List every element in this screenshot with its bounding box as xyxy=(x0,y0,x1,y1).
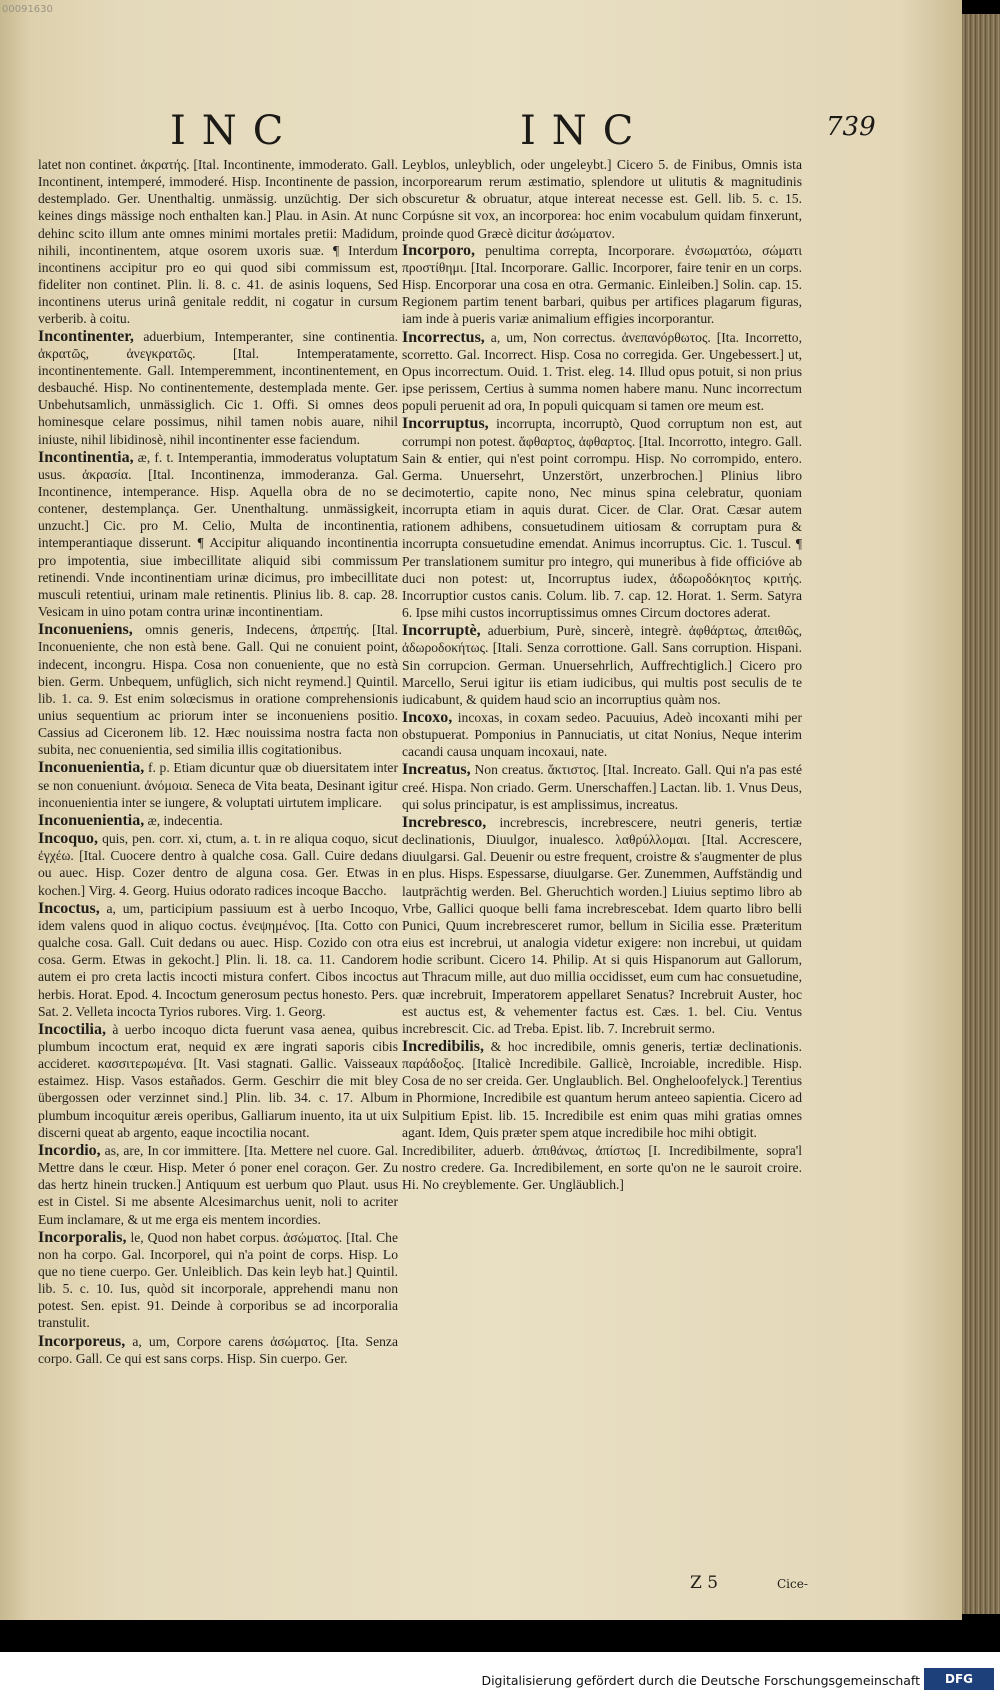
entry-text: aduerbium, Purè, sincerè, integrè. ἀφθάρτως, ἀπειθῶς, ἀδωροδοκήτως. [Itali. Senza corrottione. Gall. Sans corruption. Hispani. Sin corrupcion. German. Unuersehrlich, Auffrechtiglich.] Cicero pro Marcello, Serui igitur iis etiam iudicibus, qui multis post seculis de te iudicabunt, & quidem haud scio an incorruptius quàm nos. xyxy=(402,623,802,707)
dictionary-entry xyxy=(402,242,802,328)
dictionary-entry xyxy=(402,1142,802,1193)
right-column xyxy=(402,156,802,1193)
dictionary-entry xyxy=(38,1229,398,1332)
entry-text: le, Quod non habet corpus. ἀσώματος. [Ital. Che non ha corpo. Gal. Incorporel, qui n'a point de corps. Hisp. Lo que no tiene cuerpo. Ger. Unleiblich. Das kein leyb hat.] Quintil. lib. 5. c. 10. Ius, quòd sit incorporale, apprehendi manu non potest. Sen. epist. 91. Deinde à corporibus se ad incorporalia transtulit. xyxy=(38,1229,398,1331)
entry-headword: Incorporalis, xyxy=(38,1228,127,1246)
entry-text: Non creatus. ἄκτιστος. [Ital. Increato. Gall. Qui n'a pas esté creé. Hispa. Non criado. Germ. Unerschaffen.] Lactan. lib. 1. Vnus Deus, qui solus principatur, is est amplissimus, increatus. xyxy=(402,762,802,812)
entry-headword: Inconuenientia, xyxy=(38,811,145,829)
entry-text: aduerbium, Intemperanter, sine continentia. ἀκρατῶς, ἀνεγκρατῶς. [Ital. Intemperatamente, incontinentemente. Gall. Intemperemment, incontinentement, en desbauché. Hisp. No continentemente, destemplada mente. Ger. Unbehutsamlich, unmässiglich. Cic 1. Offi. Si omnes deos hominesque celare possimus, nihil tamen nobis auare, nihil iniuste, nihil libidinosè, nihil incontinenter esse faciendum. xyxy=(38,328,398,447)
dfg-logo: DFG xyxy=(924,1668,994,1690)
signature-mark: Z 5 xyxy=(690,1573,719,1593)
entry-text: & hoc incredibile, omnis generis, tertiæ declinationis. παράδοξος. [Italicè Incredibile. Gallicè, Incroiable, incredible. Hisp. Cosa de no ser creida. Ger. Unglaublich. Bel. Ongheloofelyck.] Terentius in Phormione, Incredibile est quantum herum anteeo sapientia. Cicero ad Sulpitium Epist. lib. 15. Incredibile est enim quas mihi gratias omnes agant. Idem, Quis præter spem atque incredibile hoc mihi obtigit. xyxy=(402,1038,802,1140)
dictionary-entry xyxy=(402,415,802,621)
entry-headword: Incoctus, xyxy=(38,899,100,917)
running-head-left: INC xyxy=(170,108,300,154)
entry-text: a, um, participium passiuum est à uerbo Incoquo, idem valens quod in aliquo coctus. ἐνεψημένος. [Ita. Cotto con qualche cosa. Gall. Cuit dedans ou auec. Hisp. Cozido con otra cosa. Germ. Etwas in gekocht.] Plin. li. 18. ca. 11. Candorem autem ei pro creta lactis incocti mistura confert. Cibos incoctus herbis. Horat. Epod. 4. Incoctum generosum pectus honesto. Pers. Sat. 2. Velleta incocta Tyrios rubores. Virg. 1. Georg. xyxy=(38,900,398,1019)
dictionary-entry xyxy=(402,329,802,415)
dictionary-entry xyxy=(38,900,398,1020)
page-edges xyxy=(962,14,1000,1614)
entry-text: increbrescis, increbrescere, neutri generis, tertiæ declinationis, Diuulgor, inualesco. λαθρύλλομαι. [Ital. Accrescere, diuulgarsi. Gal. Deuenir ou estre frequent, croistre & s'augmenter de plus en plus. Hisps. Espessarse, diuulgarse. Ger. Zunemmen, Auffständig und lautprächtig werden. Bel. Gheruchtich worden.] Liuius septimo libro ab Vrbe, Gallici quoque belli fama increbrescebat. Idem quarto libro belli Punici, Quum increbresceret rumor, bellum in Sicilia esse. Præteritum eius est increbrui, ut analogia videtur exigere: non increbui, ut quidam hodie scribunt. Cicero 14. Philip. At si quis Hispanorum aut Gallorum, aut Thracum mille, aut duo millia occidisset, eum cum hac consuetudine, quæ increbruit, Imperatorem appellaret Senatus? Increbruit Auster, hoc est auctus est, & vehementer factus est. Cæs. 1. bel. Ciu. Ventus increbrescit. Cic. ad Treba. Epist. lib. 7. Increbruit sermo. xyxy=(402,814,802,1036)
dictionary-entry xyxy=(38,1333,398,1367)
entry-text: æ, indecentia. xyxy=(144,812,223,828)
library-id: 00091630 xyxy=(2,4,53,15)
entry-headword: Increbresco, xyxy=(402,813,487,831)
dictionary-entry xyxy=(38,830,398,899)
entry-headword: Incorrectus, xyxy=(402,328,485,346)
page-number: 739 xyxy=(826,112,876,142)
entry-headword: Inconueniens, xyxy=(38,621,133,639)
entry-text: penultima correpta, Incorporare. ἐνσωματόω, σώματι προστίθημι. [Ital. Incorporare. Gallic. Incorporer, faire tenir en un corps. Hisp. Encorporar una cosa en otra. Germanic. Einleiben.] Solin. cap. 15. Regionem partim tenent barbari, quibus per artifices plagarum figuras, iam inde à pueris variæ animalium effigies incorporantur. xyxy=(402,242,802,327)
dictionary-entry xyxy=(402,814,802,1037)
dictionary-entry xyxy=(402,709,802,760)
entry-headword: Incoctilia, xyxy=(38,1020,106,1038)
entry-text: quis, pen. corr. xi, ctum, a. t. in re aliqua coquo, sicut ἐγχέω. [Ital. Cuocere dentro à qualche cosa. Gall. Cuire dedans ou auec. Hisp. Cozer dentro de alguna cosa. Ger. Etwas in kochen.] Virg. 4. Georg. Huius odorato radices incoque Baccho. xyxy=(38,831,398,898)
dictionary-entry xyxy=(38,1021,398,1141)
entry-headword: Incordio, xyxy=(38,1141,101,1159)
entry-text: incorrupta, incorruptò, Quod corruptum non est, aut corrumpi non potest. ἄφθαρτος, ἀφθαρτος. [Ital. Incorrotto, integro. Gall. Sain & entier, qui n'est point corrompu. Hisp. No corrompido, entero. Germa. Unuersehrt, Unzerstört, unzerbrochen.] Plinius libro decimotertio, capite nono, Nec minus spina celebratur, quoniam incorrupta etiam in aquis durat. Cicer. de Clar. Orat. Cæsar autem rationem adhibens, consuetudinem uitiosam & corruptam pura & incorrupta consuetudine emendat. Animus incorruptus. Cic. 1. Tuscul. ¶ Per translationem sumitur pro integro, qui muneribus à fide officióve ab duci non potest: ut, Incorruptus iudex, ἀδωροδόκητος κριτής. Incorruptior custos canis. Colum. lib. 7. cap. 12. Horat. 1. Serm. Satyra 6. Ipse mihi custos incorruptissimus omnes Circum doctores aderat. xyxy=(402,416,802,621)
running-head-right: INC xyxy=(520,108,650,154)
entry-text: as, are, In cor immittere. [Ita. Mettere nel cuore. Gal. Mettre dans le cœur. Hisp. Meter ó poner enel coraçon. Ger. Zu das hertz hinein trucken.] Antiquum est uerbum quo Plaut. usus est in Cistel. Si me absente Alcesimarchus uenit, noli to acriter Eum inclamare, & ut me erga eis mentem incordies. xyxy=(38,1142,398,1227)
entry-text: incoxas, in coxam sedeo. Pacuuius, Adeò incoxanti mihi per obstupuerat. Pomponius in Pannuciatis, ut citat Nonius, Neque interim cacandi causa unquam incoxaui, nate. xyxy=(402,710,802,760)
dictionary-entry xyxy=(38,449,398,621)
dictionary-entry xyxy=(402,1038,802,1141)
entry-headword: Incredibilis, xyxy=(402,1037,484,1055)
entry-headword: Incontinenter, xyxy=(38,327,134,345)
dictionary-entry xyxy=(38,1142,398,1228)
entry-headword: Incoxo, xyxy=(402,709,453,726)
entry-headword: Incorporeus, xyxy=(38,1332,126,1350)
dictionary-entry xyxy=(38,759,398,810)
dictionary-entry xyxy=(38,812,398,829)
entry-text: f. p. Etiam dicuntur quæ ob diuersitatem inter se non conueniunt. ἀνόμοια. Seneca de Vita beata, Desinant igitur inconuenientia inter se iungere, & voluptati uirtutem implicare. xyxy=(38,760,398,810)
dictionary-entry xyxy=(402,156,802,242)
entry-text: Incredibiliter, aduerb. ἀπιθάνως, ἀπίστως [I. Incredibilmente, sopra'l nostro credere. Ga. Incredibilement, en sorte qu'on ne le sauroit croire. Hi. No creyblemente. Ger. Ungläublich.] xyxy=(402,1142,802,1193)
footer-credit: Digitalisierung gefördert durch die Deutsche Forschungsgemeinschaft xyxy=(481,1673,920,1688)
dictionary-entry xyxy=(402,622,802,708)
entry-text: æ, f. t. Intemperantia, immoderatus voluptatum usus. ἀκρασία. [Ital. Incontinenza, immoderanza. Gal. Incontinence, intemperance. Hisp. Aquella obra de no se contener, destemplança. Ger. Unenthaltung. unmässigkeit, unzucht.] Cic. pro M. Celio, Multa de incontinentia, intemperantiaque disserunt. ¶ Accipitur aliquando incontinentia pro impotentia, siue imbecillitate aliquid sibi commissum retinendi. Vnde incontinentiam urinæ dicimus, pro imbecillitate musculi retentiui, urinam male retinentis. Plinius lib. 8. cap. 28. Vesicam in uino potam contra urinæ incontinentiam. xyxy=(38,449,398,620)
entry-headword: Inconuenientia, xyxy=(38,759,145,777)
dictionary-entry xyxy=(402,761,802,812)
entry-text: latet non continet. ἀκρατής. [Ital. Incontinente, immoderato. Gall. Incontinent, intemperé, immoderé. Hisp. Incontinente de passion, destemplado. Ger. Unenthaltig. unmässig. unzüchtig. Der sich keines dings mässige noch enthalten kan.] Plau. in Asin. At nunc dehinc scito illum ante omnes minimi mortales pretii: Madidum, nihili, incontinentem, atque osorem uxoris suæ. ¶ Interdum incontinens accipitur pro eo qui quod sibi commissum est, fideliter non continet. Plin. li. 8. c. 41. de asinis loquens, Sed incontinens uterus urinâ genitale reddit, ni cogatur in cursum verberib. à coitu. xyxy=(38,157,398,327)
entry-text: a, um, Non correctus. ἀνεπανόρθωτος. [Ita. Incorretto, scorretto. Gal. Incorrect. Hisp. Cosa no corregida. Ger. Ungebessert.] ut, Opus incorrectum. Ouid. 1. Trist. eleg. 14. Illud opus potuit, si non prius ipse perissem, Certius à summa nomen habere manu. Nunc incorrectum populi peruenit ad ora, In populi quicquam si tamen ore meum est. xyxy=(402,329,802,414)
dictionary-entry xyxy=(38,621,398,758)
catchword: Cice- xyxy=(777,1577,808,1591)
entry-text: a, um, Corpore carens ἀσώματος. [Ita. Senza corpo. Gall. Ce qui est sans corps. Hisp. Sin cuerpo. Ger. xyxy=(38,1333,398,1366)
left-column xyxy=(38,156,398,1368)
entry-text: Leyblos, unleyblich, oder ungeleybt.] Cicero 5. de Finibus, Omnis ista incorporearum rerum æstimatio, splendore ut ulitutis & magnitudinis obscuretur & obruatur, atque intereat necesse est. Gell. lib. 5. c. 15. Corpúsne sit vox, an incorporea: hoc enim vocabulum quidam finxerunt, proinde quod Græcè dicitur ἀσώματον. xyxy=(402,157,802,241)
entry-headword: Incontinentia, xyxy=(38,448,134,466)
dictionary-entry xyxy=(38,156,398,328)
entry-text: à uerbo incoquo dicta fuerunt vasa aenea, quibus plumbum incoctum erat, nequid ex ære ingrati saporis cibis accideret. κασσιτερωμένα. [It. Vasi stagnati. Gallic. Vaisseaux estaimez. Hisp. Vasos estañados. Germ. Geschirr die mit bley übergossen oder verzinnet sind.] Plin. lib. 34. c. 17. Album plumbum incoquitur æreis operibus, Galliarum inuento, ita ut uix discerni queat ab argento, eaque incoctilia nocant. xyxy=(38,1021,398,1140)
dictionary-entry xyxy=(38,328,398,448)
entry-headword: Incorruptè, xyxy=(402,622,481,640)
entry-headword: Incorporo, xyxy=(402,241,476,259)
entry-text: omnis generis, Indecens, ἀπρεπής. [Ital. Inconueniente, che non està bene. Gall. Qui ne conuient point, indecent, incongru. Hispa. Cosa non conueniente, que no està bien. Germ. Unbequem, unfüglich, sich nicht reymend.] Quintil. lib. 1. ca. 9. Est enim solœcismus in oratione comprehensionis unius sequentium ac priorum inter se inconueniens positio. Cassius ad Ciceronem lib. 12. Hæc nouissima nostra facta non subita, nec conuenientia, sed similia illis cogitationibus. xyxy=(38,622,398,758)
entry-headword: Incorruptus, xyxy=(402,415,489,433)
entry-headword: Increatus, xyxy=(402,761,471,779)
entry-headword: Incoquo, xyxy=(38,830,99,848)
